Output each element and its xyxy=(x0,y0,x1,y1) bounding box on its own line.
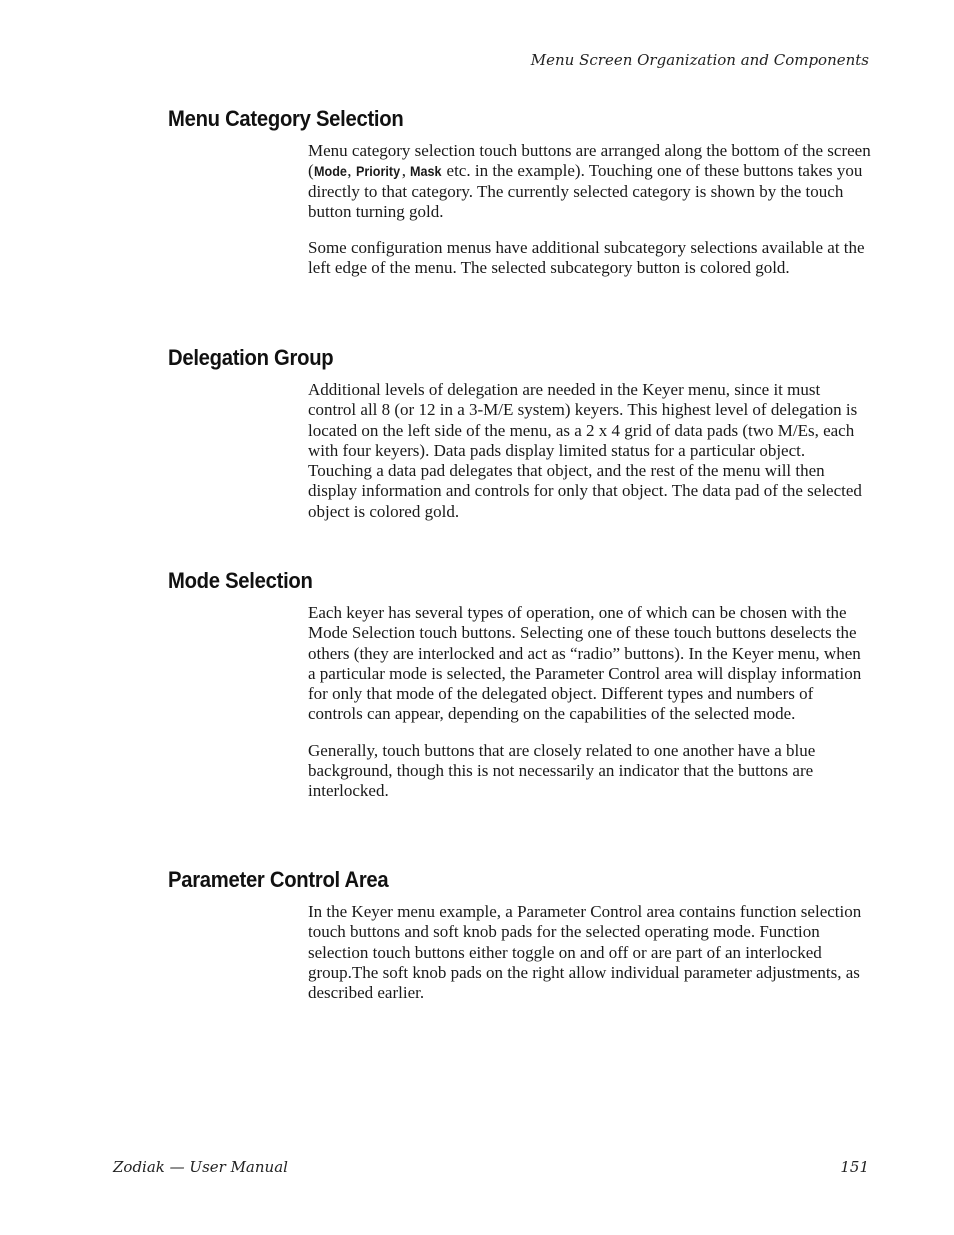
paragraph: Some configuration menus have additional subcategory selections available at the left edge of the menu. The selected subcategory button is colored gold. xyxy=(308,238,865,278)
section-body xyxy=(308,380,871,538)
section-heading: Parameter Control Area xyxy=(168,867,389,892)
section-parameter-control-area xyxy=(0,866,954,1016)
section-delegation-group xyxy=(0,344,954,534)
footer-page-number: 151 xyxy=(840,1158,869,1176)
text-run: , xyxy=(401,161,411,181)
ui-term-mask: Mask xyxy=(410,163,442,180)
paragraph: In the Keyer menu example, a Parameter Control area contains function selection touch buttons and soft knob pads for the selected operating mode. Function selection touch buttons either toggle on and off or are part of an interlocked group.The soft knob pads on the right allow individual parameter adjustments, as described earlier. xyxy=(308,902,862,1003)
running-header: Menu Screen Organization and Components xyxy=(530,51,869,69)
text-run: etc. in the example). Touching one of these buttons takes you directly to that category. The currently selected category is shown by the touch button turning gold. xyxy=(308,161,863,221)
paragraph: Generally, touch buttons that are closely related to one another have a blue background, though this is not necessarily an indicator that the buttons are interlocked. xyxy=(308,740,816,801)
ui-term-mode: Mode xyxy=(313,163,347,180)
text-run: Menu category selection touch buttons are arranged along the bottom of the screen ( xyxy=(308,141,871,181)
section-mode-selection xyxy=(0,567,954,837)
footer-manual-title: Zodiak — User Manual xyxy=(113,1158,288,1176)
paragraph xyxy=(308,141,871,222)
section-heading: Delegation Group xyxy=(168,345,334,370)
section-heading: Menu Category Selection xyxy=(168,106,404,131)
section-body xyxy=(308,141,871,295)
section-body xyxy=(308,902,871,1019)
ui-term-priority: Priority xyxy=(355,163,400,180)
text-run: , xyxy=(347,161,356,181)
paragraph: Additional levels of delegation are needed in the Keyer menu, since it must control all 8 (or 12 in a 3-M/E system) keyers. This highest level of delegation is located on the left side of the menu, as a 2 x 4 grid of data pads (two M/Es, each with four keyers). Data pads display limited status for a particular object. Touching a data pad delegates that object, and the rest of the menu will then display information and controls for only that object. The data pad of the selected object is colored gold. xyxy=(308,380,862,521)
section-body xyxy=(308,603,871,818)
paragraph: Each keyer has several types of operation, one of which can be chosen with the Mode Selection touch buttons. Selecting one of these touch buttons deselects the others (they are interlocked and act as “radio” buttons). In the Keyer menu, when a particular mode is selected, the Parameter Control area will display information for only that mode of the delegated object. Different types and numbers of controls can appear, depending on the capabilities of the selected mode. xyxy=(308,603,862,724)
section-menu-category-selection xyxy=(0,105,954,315)
section-heading: Mode Selection xyxy=(168,568,313,593)
